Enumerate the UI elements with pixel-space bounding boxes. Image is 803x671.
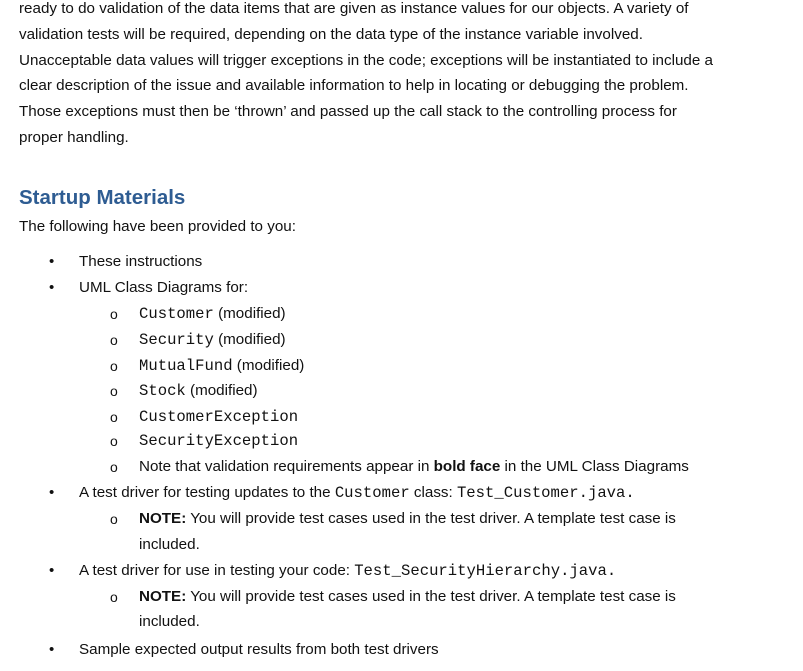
intro-line: clear description of the issue and available information to help in locating or debugging the problem. <box>19 77 689 95</box>
note-text: You will provide test cases used in the test driver. A template test case is <box>186 510 676 527</box>
sub-bullet-icon: o <box>110 358 118 374</box>
note-text: in the UML Class Diagrams <box>500 458 689 475</box>
class-note: (modified) <box>213 331 286 348</box>
intro-paragraph <box>19 0 799 151</box>
sub-bullet-icon: o <box>110 383 118 399</box>
class-name: Stock <box>139 382 186 400</box>
driver-text: A test driver for use in testing your code: <box>79 562 355 579</box>
note-text: Note that validation requirements appear in <box>139 458 434 475</box>
file-name: Test_SecurityHierarchy.java. <box>354 562 617 580</box>
sub-bullet-icon: o <box>110 511 118 527</box>
sub-bullet-icon: o <box>110 306 118 322</box>
note-text: You will provide test cases used in the test driver. A template test case is <box>186 588 676 605</box>
bullet-icon: • <box>49 279 55 296</box>
class-name: SecurityException <box>139 432 299 450</box>
sub-bullet-icon: o <box>110 433 118 449</box>
sub-bullet-icon: o <box>110 332 118 348</box>
list-item-text: UML Class Diagrams for: <box>79 279 249 296</box>
section-lead: The following have been provided to you: <box>19 218 296 235</box>
bullet-icon: • <box>49 641 55 658</box>
list-item-text: These instructions <box>79 253 203 270</box>
bullet-icon: • <box>49 562 55 579</box>
bullet-icon: • <box>49 484 55 501</box>
sub-bullet-icon: o <box>110 589 118 605</box>
section-heading: Startup Materials <box>19 186 186 209</box>
intro-line: validation tests will be required, depending on the data type of the instance variable involved. <box>19 25 643 43</box>
note-text: included. <box>139 536 200 553</box>
class-note: (modified) <box>213 305 286 322</box>
sub-bullet-icon: o <box>110 459 118 475</box>
class-name: Customer <box>334 484 410 502</box>
class-note: (modified) <box>232 357 305 374</box>
intro-line: proper handling. <box>19 128 129 146</box>
note-label: NOTE: <box>139 588 187 605</box>
note-bold: bold face <box>433 458 501 475</box>
driver-text: A test driver for testing updates to the <box>79 484 335 501</box>
list-item-text: Sample expected output results from both test drivers <box>79 641 439 658</box>
intro-line: ready to do validation of the data items that are given as instance values for our objects. A variety of <box>19 0 689 17</box>
class-name: Customer <box>139 305 214 323</box>
class-name: MutualFund <box>139 357 233 375</box>
bullet-icon: • <box>49 253 55 270</box>
class-name: Security <box>139 331 214 349</box>
class-name: CustomerException <box>139 408 299 426</box>
class-note: (modified) <box>185 382 258 399</box>
sub-bullet-icon: o <box>110 409 118 425</box>
intro-line: Those exceptions must then be ‘thrown’ and passed up the call stack to the controlling process for <box>19 103 677 121</box>
file-name: Test_Customer.java. <box>456 484 635 502</box>
note-label: NOTE: <box>139 510 187 527</box>
note-text: included. <box>139 613 200 630</box>
driver-text: class: <box>409 484 457 501</box>
intro-line: Unacceptable data values will trigger exceptions in the code; exceptions will be instantiated to include a <box>19 51 713 69</box>
